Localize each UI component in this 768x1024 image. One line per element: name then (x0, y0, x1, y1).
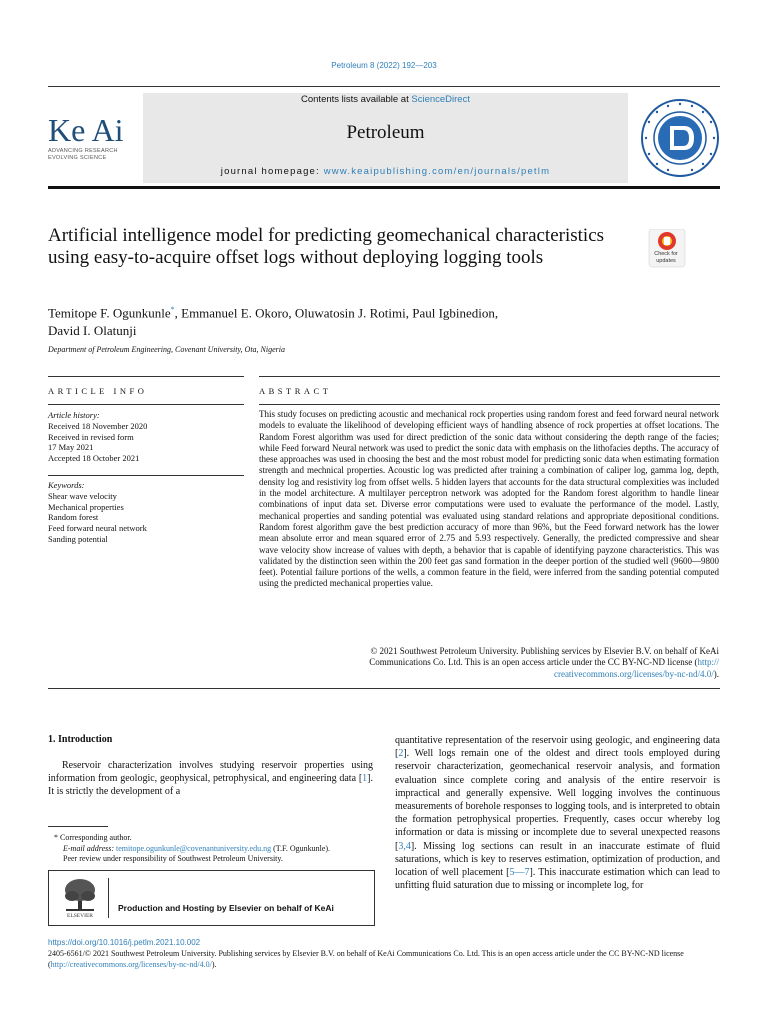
copyright-line-3 (259, 669, 719, 680)
keywords (48, 480, 244, 545)
journal-title: Petroleum (346, 122, 425, 143)
abstract-rule (259, 404, 720, 405)
history-item: Received in revised form (48, 431, 134, 442)
crossmark-label (644, 251, 688, 264)
keai-tagline-1: ADVANCING RESEARCH (48, 148, 118, 154)
email-link[interactable]: temitope.ogunkunle@covenantuniversity.edu.ng (116, 843, 272, 853)
ref-link-3-4[interactable]: 3,4 (398, 840, 411, 852)
copyright-line-1: © 2021 Southwest Petroleum University. Publishing services by Elsevier B.V. on behalf of KeAi (370, 646, 719, 656)
author-list (48, 301, 648, 340)
abstract-body: This study focuses on predicting acoustic and mechanical rock properties using random forest and feed forward neural network models to evaluate the likelihood of developing efficient ways of handling absence of rock properties at offset locations. The Random Forest algorithm was used for direct prediction of the sonic data without considering the depth range of the facies; while Feed forward Neural network was used to predict the sonic data with emphasis on the lithofacies depths. The accuracy of these approaches was used in choosing the best and the most robust model for predicting sonic data when estimating formation strength and mechnical properties. Acoustic log was predicted after training a combination of caliper log, gamma log, depth, density log and resistivity log from offset wells. 5 hidden layers that accounts for the data structural complexities was included in the model architecture. A multilayer perceptron network was adopted for the Random forest algorithm to handle linear combinations of input data set. Diverse error computations were used to evaluate the performance of the model. Lastly, mechanical properties and sanding potential was evaluated using standard relations and appropriate depositional conditions. Random forest algorithm gave the best prediction accuracy of more than 96%, but the Feed forward network has the lower mean absolute error and mean squared error of 2.75 and 5.93 respectively. Generally, the predicted compressive and shear wave velocity show increase of values with depth, a behavior that is capable of identifying payzone characteristics. This was validated by the distinction seen within the 200 feet gas sand formation in the deeper portion of the studied well (9600—9800 feet). Potential failure portions of the wells, a common feature in the field, were inferred from the sanding potential computed using the predicted mechanical properties value. (259, 409, 719, 589)
license-link-part1[interactable]: http:// (697, 657, 719, 668)
keywords-label: Keywords: (48, 480, 85, 490)
homepage-prefix: journal homepage: (220, 166, 324, 177)
keyword-item: Feed forward neural network (48, 523, 147, 534)
footnotes (48, 833, 373, 865)
license-end: ). (211, 959, 217, 969)
ref-link-1[interactable]: 1 (362, 773, 368, 785)
abstract-top-rule (259, 376, 720, 377)
copyright-line-2 (259, 657, 719, 668)
journal-citation[interactable]: Petroleum 8 (2022) 192—203 (331, 61, 437, 70)
corresponding-author-marker[interactable]: * (170, 305, 175, 314)
article-info-heading: ARTICLE INFO (48, 386, 148, 396)
article-info-top-rule (48, 376, 244, 377)
license-text: 2405-6561/© 2021 Southwest Petroleum University. Publishing services by Elsevier B.V. on behalf of KeAi Communications Co. Ltd. This is an open access article under the CC BY-NC-ND license ( (48, 949, 684, 969)
intro-left-paragraph (48, 759, 373, 799)
abstract-heading: ABSTRACT (259, 386, 332, 396)
license-url[interactable]: http://creativecommons.org/licenses/by-nc-nd/4.0/ (50, 959, 212, 969)
top-divider (48, 86, 720, 87)
elsevier-hosting-text: Production and Hosting by Elsevier on behalf of KeAi (118, 903, 334, 913)
header-thick-divider (48, 186, 720, 189)
license-statement (48, 949, 720, 970)
intro-right-text-a: quantitative representation of the reservoir using geologic, and engineering data [ (395, 735, 720, 760)
first-author: Temitope F. Ogunkunle (48, 305, 171, 321)
intro-right-text-c: ]. Missing log sections can result in an inaccurate estimate of fluid saturations, which is key to reserves estimation, optimization of production, and location of well placement [ (395, 840, 720, 879)
history-label: Article history: (48, 410, 100, 420)
intro-left-text-b: ]. It is strictly the development of a (48, 773, 373, 798)
keywords-rule (48, 475, 244, 476)
contents-available-line (143, 94, 628, 105)
doi-link[interactable]: https://doi.org/10.1016/j.petlm.2021.10.002 (48, 938, 201, 947)
contents-prefix: Contents lists available at (301, 94, 412, 105)
license-link-part2[interactable]: creativecommons.org/licenses/by-nc-nd/4.0/ (553, 668, 714, 679)
keai-tagline-2: EVOLVING SCIENCE (48, 155, 107, 161)
keai-logo (48, 114, 138, 162)
intro-right-paragraph (395, 734, 720, 892)
email-label: E-mail address: (63, 843, 117, 853)
article-title: Artificial intelligence model for predicting geomechanical characteristics using easy-to-acquire offset logs without deploying logging tools (48, 225, 605, 268)
intro-right-text-d: ]. This inaccurate estimation which can lead to unfitting fluid saturation due to missing or incomplete log, for (395, 867, 720, 892)
keyword-item: Random forest (48, 512, 99, 523)
keyword-item: Mechanical properties (48, 501, 124, 512)
affiliation: Department of Petroleum Engineering, Covenant University, Ota, Nigeria (48, 345, 285, 354)
history-item: Received 18 November 2020 (48, 420, 148, 431)
corresponding-author-note: * Corresponding author. (54, 833, 132, 842)
abstract-copyright (259, 646, 719, 680)
crossmark-label-line2: updates (656, 257, 676, 264)
elsevier-divider (108, 878, 109, 918)
university-seal-icon (640, 98, 720, 178)
journal-homepage (143, 166, 628, 177)
introduction-heading: 1. Introduction (48, 734, 113, 745)
co-authors: , Emmanuel E. Okoro, Oluwatosin J. Rotimi, Paul Igbinedion, (174, 305, 499, 321)
keai-logo-text: Ke Ai (48, 112, 124, 148)
abstract-bottom-rule (48, 688, 720, 689)
copyright-end: ). (713, 668, 719, 679)
peer-review-note: Peer review under responsibility of Southwest Petroleum University. (63, 854, 283, 863)
homepage-link[interactable]: www.keaipublishing.com/en/journals/petlm (323, 166, 551, 177)
elsevier-tree-icon (60, 876, 100, 918)
ref-link-5-7[interactable]: 5—7 (509, 867, 530, 879)
article-history (48, 410, 244, 464)
footnote-rule (48, 826, 108, 827)
intro-left-text-a: Reservoir characterization involves studying reservoir properties using information from geologic, geophysical, petrophysical, and engineering data [ (48, 760, 373, 785)
history-item: 17 May 2021 (48, 442, 94, 453)
copyright-line-2-text: Communications Co. Ltd. This is an open access article under the CC BY-NC-ND license ( (369, 657, 698, 668)
keyword-item: Shear wave velocity (48, 490, 117, 501)
elsevier-logo-label: ELSEVIER (67, 913, 93, 918)
sciencedirect-link[interactable]: ScienceDirect (411, 94, 470, 105)
keyword-item: Sanding potential (48, 533, 108, 544)
email-suffix: (T.F. Ogunkunle). (271, 843, 331, 853)
intro-right-text-b: ]. Well logs remain one of the oldest and direct tools employed during reservoir characterization, geomechanical reservoir analysis, and formation evaluation since complete coring and analysis of the entire reservoir is impractical and generally expensive. Well logging involves the continuous measurements of borehole responses to logging tools, and is interpreted to obtain the formation petrophysical properties. Frequently, cases occur whereby log information or data is missing or incomplete due to several unexpected reasons [ (395, 748, 720, 852)
ref-link-2[interactable]: 2 (398, 748, 404, 760)
last-author: David I. Olatunji (48, 323, 137, 339)
email-note (48, 844, 373, 855)
crossmark-label-line1: Check for (654, 251, 678, 257)
history-item: Accepted 18 October 2021 (48, 453, 140, 464)
article-info-rule (48, 404, 244, 405)
